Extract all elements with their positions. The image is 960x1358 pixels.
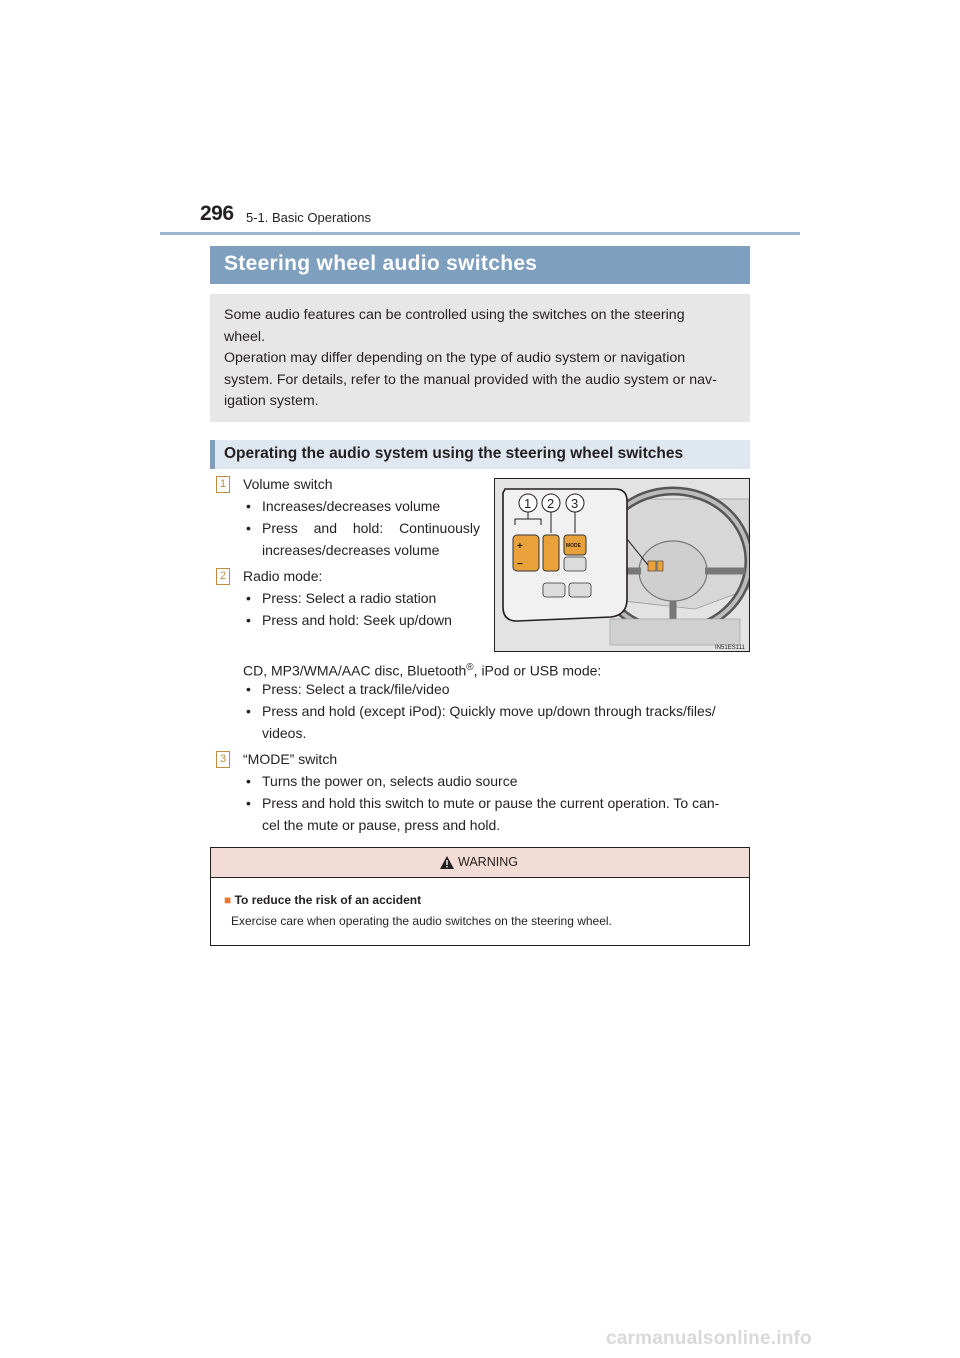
bullet-dot: • bbox=[246, 612, 251, 628]
warning-box bbox=[210, 847, 750, 946]
mode-label: MODE bbox=[566, 543, 581, 549]
mode-line-text: CD, MP3/WMA/AAC disc, Bluetooth bbox=[243, 662, 467, 679]
bullet-dot: • bbox=[246, 681, 251, 697]
page-number: 296 bbox=[200, 202, 234, 225]
hangup-button-graphic bbox=[569, 583, 591, 597]
header-divider bbox=[160, 232, 800, 235]
page-title: Steering wheel audio switches bbox=[224, 252, 538, 275]
item-number-badge: 2 bbox=[216, 568, 230, 585]
bullet-text: Press: Select a track/file/video bbox=[262, 681, 450, 697]
minus-mark: − bbox=[517, 559, 523, 570]
section-title: 5-1. Basic Operations bbox=[246, 210, 372, 225]
warning-triangle-icon bbox=[439, 855, 455, 870]
intro-line: igation system. bbox=[224, 393, 319, 409]
phone-button-graphic bbox=[543, 583, 565, 597]
bullet-text-continued: cel the mute or pause, press and hold. bbox=[262, 817, 501, 833]
bullet-text: Press and hold this switch to mute or pause the current operation. To can- bbox=[262, 795, 720, 811]
square-bullet-icon: ■ bbox=[224, 893, 232, 907]
warning-header bbox=[211, 848, 749, 878]
steering-wheel-figure bbox=[494, 478, 750, 652]
bullet-dot: • bbox=[246, 773, 251, 789]
bullet-text: Turns the power on, selects audio source bbox=[262, 773, 518, 789]
bullet-dot: • bbox=[246, 520, 251, 536]
plus-mark: + bbox=[517, 541, 523, 552]
seek-switch-graphic bbox=[543, 535, 559, 571]
callout-number-3: 3 bbox=[571, 496, 579, 511]
warning-title: WARNING bbox=[458, 855, 518, 869]
bullet-text: Press and hold (except iPod): Quickly move up/down through tracks/files/ bbox=[262, 703, 716, 719]
page-title-bar bbox=[210, 246, 750, 284]
intro-line: system. For details, refer to the manual provided with the audio system or nav- bbox=[224, 371, 717, 388]
bullet-text: Press and hold: Seek up/down bbox=[262, 612, 452, 628]
small-switch-indicator bbox=[657, 561, 663, 571]
watermark: carmanualsonline.info bbox=[606, 1328, 812, 1349]
small-switch-indicator bbox=[648, 561, 656, 571]
intro-box bbox=[210, 294, 750, 422]
warning-subtitle-text: To reduce the risk of an accident bbox=[234, 893, 422, 907]
intro-line: Operation may differ depending on the type of audio system or navigation bbox=[224, 350, 686, 366]
item-title: “MODE” switch bbox=[243, 751, 338, 767]
item-title: Volume switch bbox=[243, 476, 333, 492]
sub-heading-text: Operating the audio system using the steering wheel switches bbox=[224, 445, 684, 462]
intro-text bbox=[224, 305, 739, 413]
bullet-dot: • bbox=[246, 795, 251, 811]
item-number-badge: 3 bbox=[216, 751, 230, 768]
item-number-badge: 1 bbox=[216, 476, 230, 493]
bullet-dot: • bbox=[246, 498, 251, 514]
lower-console bbox=[610, 619, 740, 645]
bullet-text: Press and hold: Continuously bbox=[262, 520, 480, 536]
sub-heading bbox=[210, 440, 750, 469]
steering-wheel-illustration bbox=[495, 479, 749, 651]
callout-number-1: 1 bbox=[524, 496, 532, 511]
bullet-text: Press: Select a radio station bbox=[262, 590, 437, 606]
callout-number-2: 2 bbox=[547, 496, 555, 511]
intro-line: wheel. bbox=[224, 328, 266, 345]
figure-code: IN51ES111 bbox=[715, 645, 745, 651]
item-title: Radio mode: bbox=[243, 568, 323, 584]
bullet-text-continued: increases/decreases volume bbox=[262, 542, 440, 558]
bullet-dot: • bbox=[246, 590, 251, 606]
bullet-dot: • bbox=[246, 703, 251, 719]
voice-button-graphic bbox=[564, 557, 586, 571]
warning-body: Exercise care when operating the audio switches on the steering wheel. bbox=[231, 914, 612, 928]
registered-mark: ® bbox=[466, 662, 474, 673]
intro-line: Some audio features can be controlled using the switches on the steering bbox=[224, 307, 685, 323]
bullet-text-continued: videos. bbox=[262, 725, 307, 741]
bullet-text: Increases/decreases volume bbox=[262, 498, 441, 514]
warning-subtitle bbox=[224, 893, 421, 907]
mode-line-end: , iPod or USB mode: bbox=[473, 662, 602, 679]
